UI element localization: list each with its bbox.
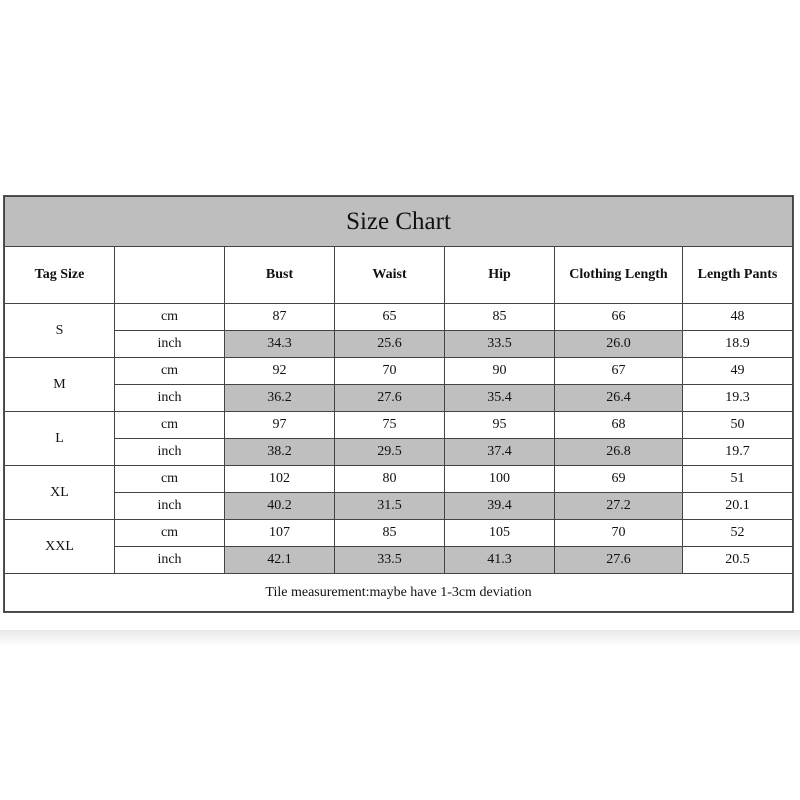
table-row — [5, 358, 793, 385]
unit-label: cm — [115, 466, 225, 493]
bust-value: 38.2 — [225, 439, 335, 466]
bust-value: 87 — [225, 304, 335, 331]
tag-size: XXL — [5, 520, 115, 574]
unit-label: cm — [115, 358, 225, 385]
header-unit — [115, 247, 225, 304]
hip-value: 35.4 — [445, 385, 555, 412]
bust-value: 107 — [225, 520, 335, 547]
bust-value: 102 — [225, 466, 335, 493]
length-pants-value: 49 — [683, 358, 793, 385]
unit-label: inch — [115, 547, 225, 574]
tag-size: XL — [5, 466, 115, 520]
table-row — [5, 439, 793, 466]
table-row — [5, 385, 793, 412]
waist-value: 75 — [335, 412, 445, 439]
hip-value: 95 — [445, 412, 555, 439]
clothing-length-value: 67 — [555, 358, 683, 385]
unit-label: inch — [115, 331, 225, 358]
waist-value: 27.6 — [335, 385, 445, 412]
header-tag-size: Tag Size — [5, 247, 115, 304]
clothing-length-value: 66 — [555, 304, 683, 331]
clothing-length-value: 68 — [555, 412, 683, 439]
table-row — [5, 547, 793, 574]
hip-value: 33.5 — [445, 331, 555, 358]
waist-value: 85 — [335, 520, 445, 547]
table-row — [5, 493, 793, 520]
length-pants-value: 19.7 — [683, 439, 793, 466]
clothing-length-value: 26.8 — [555, 439, 683, 466]
length-pants-value: 50 — [683, 412, 793, 439]
measurement-note: Tile measurement:maybe have 1-3cm deviation — [5, 574, 793, 612]
size-table — [4, 196, 793, 612]
waist-value: 33.5 — [335, 547, 445, 574]
clothing-length-value: 70 — [555, 520, 683, 547]
size-chart — [3, 195, 794, 613]
header-waist: Waist — [335, 247, 445, 304]
length-pants-value: 52 — [683, 520, 793, 547]
waist-value: 25.6 — [335, 331, 445, 358]
bust-value: 42.1 — [225, 547, 335, 574]
tag-size: L — [5, 412, 115, 466]
header-length-pants: Length Pants — [683, 247, 793, 304]
waist-value: 80 — [335, 466, 445, 493]
bust-value: 40.2 — [225, 493, 335, 520]
length-pants-value: 20.1 — [683, 493, 793, 520]
clothing-length-value: 27.6 — [555, 547, 683, 574]
clothing-length-value: 26.4 — [555, 385, 683, 412]
unit-label: inch — [115, 439, 225, 466]
clothing-length-value: 69 — [555, 466, 683, 493]
bust-value: 92 — [225, 358, 335, 385]
unit-label: cm — [115, 412, 225, 439]
table-row — [5, 304, 793, 331]
header-clothing-length: Clothing Length — [555, 247, 683, 304]
bust-value: 34.3 — [225, 331, 335, 358]
header-hip: Hip — [445, 247, 555, 304]
tag-size: M — [5, 358, 115, 412]
unit-label: inch — [115, 493, 225, 520]
bottom-shadow — [0, 630, 800, 646]
hip-value: 41.3 — [445, 547, 555, 574]
length-pants-value: 51 — [683, 466, 793, 493]
length-pants-value: 48 — [683, 304, 793, 331]
hip-value: 105 — [445, 520, 555, 547]
waist-value: 31.5 — [335, 493, 445, 520]
bust-value: 36.2 — [225, 385, 335, 412]
tag-size: S — [5, 304, 115, 358]
hip-value: 39.4 — [445, 493, 555, 520]
bust-value: 97 — [225, 412, 335, 439]
hip-value: 85 — [445, 304, 555, 331]
table-row — [5, 331, 793, 358]
header-row — [5, 247, 793, 304]
hip-value: 100 — [445, 466, 555, 493]
waist-value: 70 — [335, 358, 445, 385]
unit-label: inch — [115, 385, 225, 412]
table-row — [5, 412, 793, 439]
waist-value: 29.5 — [335, 439, 445, 466]
length-pants-value: 20.5 — [683, 547, 793, 574]
chart-title: Size Chart — [5, 197, 793, 247]
table-row — [5, 520, 793, 547]
hip-value: 90 — [445, 358, 555, 385]
unit-label: cm — [115, 520, 225, 547]
length-pants-value: 19.3 — [683, 385, 793, 412]
hip-value: 37.4 — [445, 439, 555, 466]
header-bust: Bust — [225, 247, 335, 304]
clothing-length-value: 27.2 — [555, 493, 683, 520]
table-row — [5, 466, 793, 493]
unit-label: cm — [115, 304, 225, 331]
length-pants-value: 18.9 — [683, 331, 793, 358]
clothing-length-value: 26.0 — [555, 331, 683, 358]
waist-value: 65 — [335, 304, 445, 331]
